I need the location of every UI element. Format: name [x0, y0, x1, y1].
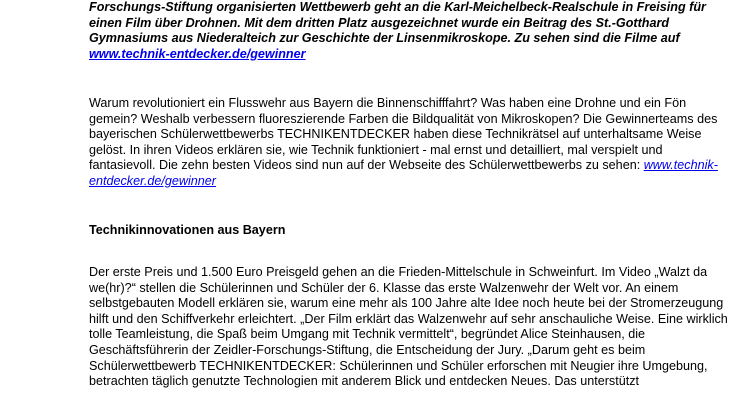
lead-winners-link[interactable]: www.technik-entdecker.de/gewinner [89, 46, 306, 61]
intro-text: Warum revolutioniert ein Flusswehr aus Bayern die Binnenschifffahrt? Was haben eine Drohne und ein Fön gemein? Weshalb verbessern fluoreszierende Farben die Bildqualität von Mikroskopen? Die Gewinnerteams des bayerischen Schülerwettbewerbs TECHNIKENTDECKER haben diese Technikrätsel auf unterhaltsame Weise gelöst. In ihren Videos erklären sie, wie Technik funktioniert - mal ernst und detailliert, mal verspielt und fantasievoll. Die zehn besten Videos sind nun auf der Webseite des Schülerwettbewerbs zu sehen: [89, 96, 718, 173]
intro-winners-link[interactable]: www.technik-entdecker.de/gewinner [89, 158, 718, 188]
lead-paragraph [89, 0, 729, 62]
lead-text: Forschungs-Stiftung organisierten Wettbewerb geht an die Karl-Meichelbeck-Realschule in Freising für einen Film über Drohnen. Mit dem dritten Platz ausgezeichnet wurde ein Beitrag des St.-Gotthard Gymnasiums aus Niederalteich zur Geschichte der Linsenmikroskope. Zu sehen sind die Filme auf [89, 0, 706, 46]
section-heading: Technikinnovationen aus Bayern [89, 223, 286, 237]
body-paragraph: Der erste Preis und 1.500 Euro Preisgeld gehen an die Frieden-Mittelschule in Schweinfurt. Im Video „Walzt da we(hr)?“ stellen die Schülerinnen und Schüler der 6. Klasse das erste Walzenwehr der Welt vor. An einem selbstgebauten Modell erklären sie, warum eine mehr als 100 Jahre alte Idee noch heute bei der Stromerzeugung hilft und den Schiffverkehr erleichtert. „Der Film erklärt das Walzenwehr auf sehr anschauliche Weise. Eine wirklich tolle Teamleistung, die Spaß beim Umgang mit Technik vermittelt“, begründet Alice Steinhausen, die Geschäftsführerin der Zeidler-Forschungs-Stiftung, die Entscheidung der Jury. „Darum geht es beim Schülerwettbewerb TECHNIKENTDECKER: Schülerinnen und Schüler erforschen mit Neugier ihre Umgebung, betrachten täglich genutzte Technologien mit anderem Blick und entdecken Neues. Das unterstützt [89, 265, 728, 389]
intro-paragraph [89, 96, 729, 190]
